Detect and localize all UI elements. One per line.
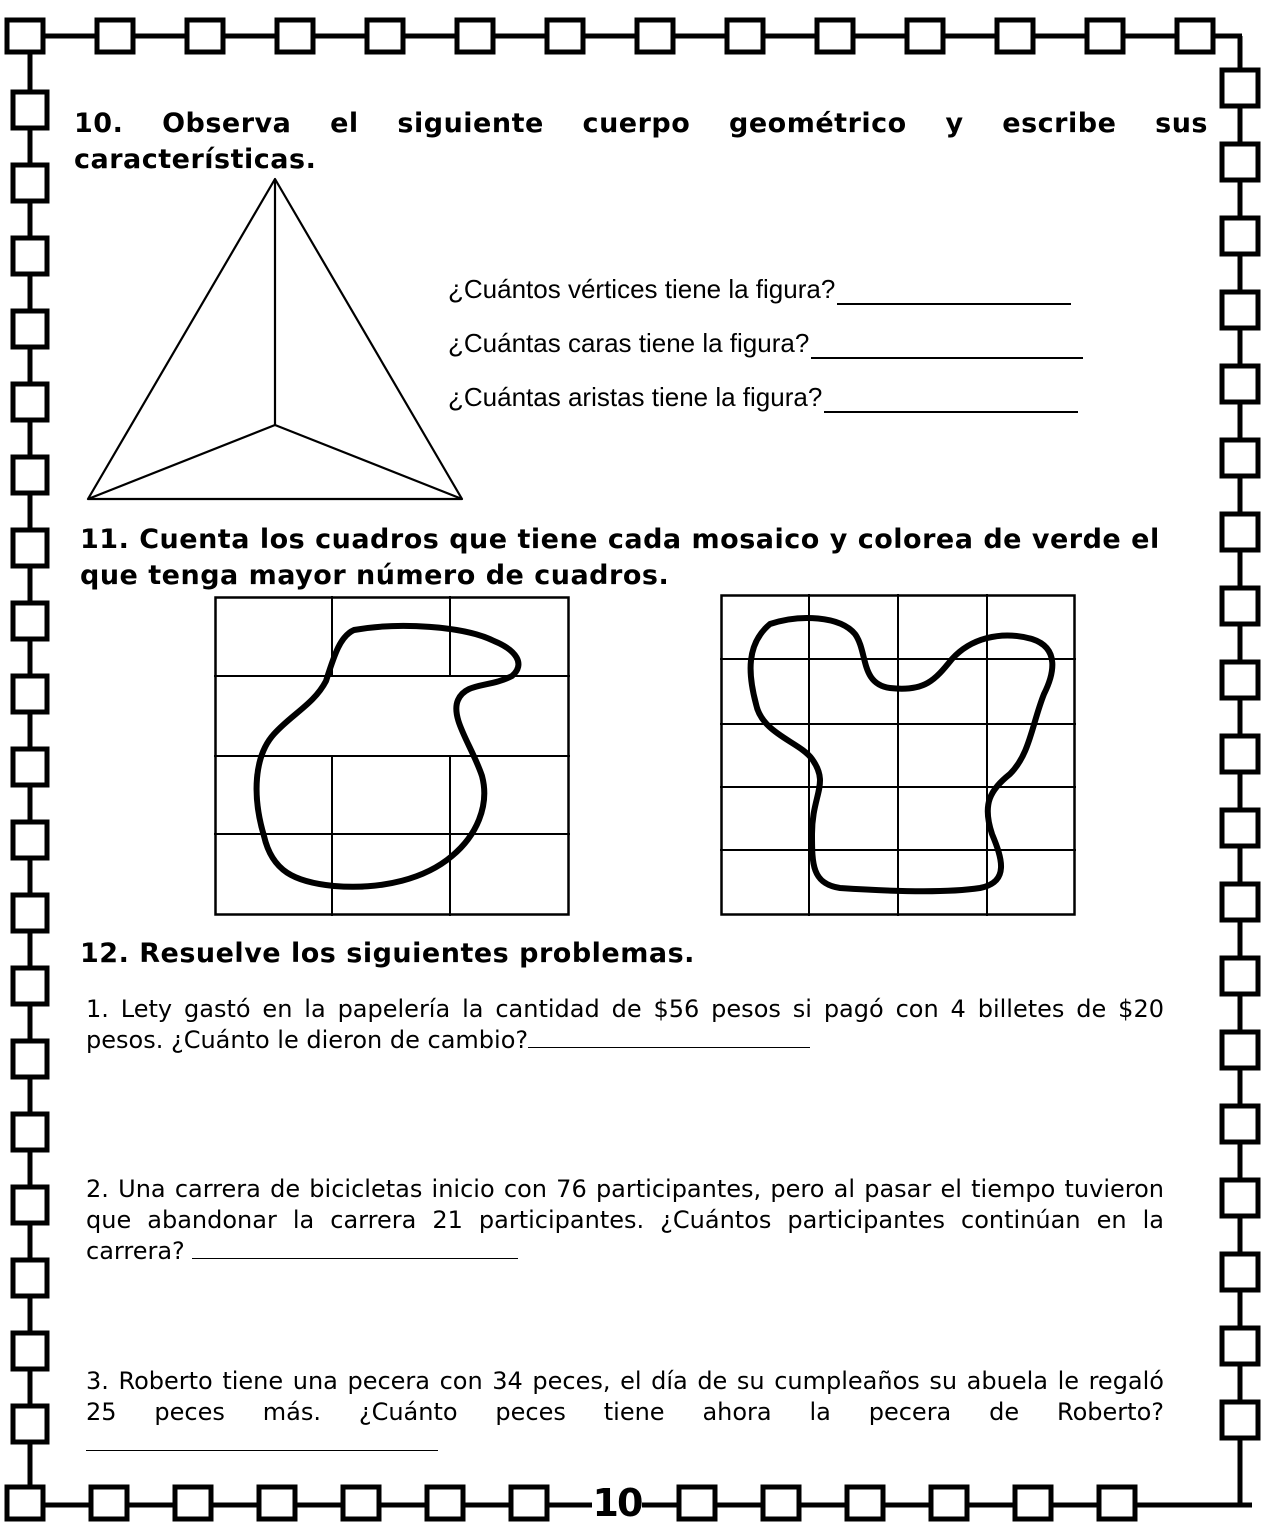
chain-link-box bbox=[1222, 1402, 1258, 1438]
answer-faces-blank[interactable] bbox=[811, 333, 1083, 359]
chain-link-box bbox=[1177, 20, 1213, 52]
chain-link-box bbox=[679, 1487, 715, 1519]
mosaic-left[interactable] bbox=[214, 596, 570, 916]
chain-link-box bbox=[1222, 1254, 1258, 1290]
chain-link-box bbox=[1222, 70, 1258, 106]
chain-link-box bbox=[367, 20, 403, 52]
chain-link-box bbox=[727, 20, 763, 52]
chain-link-box bbox=[1222, 218, 1258, 254]
chain-link-box bbox=[1222, 736, 1258, 772]
chain-link-box bbox=[457, 20, 493, 52]
chain-link-box bbox=[1222, 292, 1258, 328]
chain-link-box bbox=[1222, 588, 1258, 624]
question-10-title: 10. Observa el siguiente cuerpo geométrico y escribe sus características. bbox=[74, 108, 1208, 175]
question-12-title: 12. Resuelve los siguientes problemas. bbox=[80, 938, 695, 969]
chain-link-box bbox=[997, 20, 1033, 52]
question-vertices-label: ¿Cuántos vértices tiene la figura? bbox=[448, 274, 836, 304]
question-faces-label: ¿Cuántas caras tiene la figura? bbox=[448, 328, 810, 358]
chain-link-box bbox=[187, 20, 223, 52]
chain-link-box bbox=[1099, 1487, 1135, 1519]
answer-edges-blank[interactable] bbox=[824, 387, 1078, 413]
question-edges-label: ¿Cuántas aristas tiene la figura? bbox=[448, 382, 823, 412]
answer-vertices-blank[interactable] bbox=[837, 279, 1071, 305]
chain-link-box bbox=[817, 20, 853, 52]
problem-1-text: 1. Lety gastó en la papelería la cantidad de $56 pesos si pagó con 4 billetes de $20 pesos. ¿Cuánto le dieron de cambio? bbox=[86, 995, 1164, 1054]
chain-link-box bbox=[931, 1487, 967, 1519]
chain-link-box bbox=[1222, 1106, 1258, 1142]
chain-link-box bbox=[277, 20, 313, 52]
problem-2-answer-blank[interactable] bbox=[192, 1238, 518, 1259]
chain-link-box bbox=[91, 1487, 127, 1519]
problem-3-answer-blank[interactable] bbox=[86, 1430, 438, 1451]
chain-link-box bbox=[1222, 1180, 1258, 1216]
chain-link-box bbox=[13, 311, 47, 347]
chain-link-box bbox=[13, 1041, 47, 1077]
chain-link-box bbox=[13, 1114, 47, 1150]
chain-link-box bbox=[13, 822, 47, 858]
chain-link-box bbox=[13, 457, 47, 493]
chain-link-box bbox=[13, 603, 47, 639]
chain-link-box bbox=[13, 1187, 47, 1223]
question-11-title: 11. Cuenta los cuadros que tiene cada mosaico y colorea de verde el que tenga mayor número de cuadros. bbox=[80, 524, 1160, 591]
chain-link-box bbox=[7, 1487, 43, 1519]
chain-link-box bbox=[13, 384, 47, 420]
chain-link-box bbox=[13, 895, 47, 931]
chain-link-box bbox=[847, 1487, 883, 1519]
chain-link-box bbox=[13, 1333, 47, 1369]
chain-link-box bbox=[1222, 366, 1258, 402]
chain-link-box bbox=[13, 1406, 47, 1442]
chain-link-box bbox=[637, 20, 673, 52]
chain-link-box bbox=[1087, 20, 1123, 52]
page-number: 10 bbox=[592, 1481, 642, 1525]
chain-link-box bbox=[13, 676, 47, 712]
problem-1-answer-blank[interactable] bbox=[528, 1027, 810, 1048]
tetrahedron-figure bbox=[80, 175, 470, 510]
chain-link-box bbox=[13, 749, 47, 785]
chain-link-box bbox=[1222, 1032, 1258, 1068]
chain-link-box bbox=[13, 968, 47, 1004]
chain-link-box bbox=[1222, 514, 1258, 550]
mosaic-right[interactable] bbox=[720, 594, 1076, 916]
chain-link-box bbox=[97, 20, 133, 52]
chain-link-box bbox=[547, 20, 583, 52]
problem-3-text: 3. Roberto tiene una pecera con 34 peces, el día de su cumpleaños su abuela le regaló 25 peces más. ¿Cuánto peces tiene ahora la pecera de Roberto? bbox=[86, 1367, 1164, 1426]
chain-link-box bbox=[763, 1487, 799, 1519]
chain-link-box bbox=[1222, 958, 1258, 994]
chain-link-box bbox=[1222, 662, 1258, 698]
question-edges bbox=[448, 382, 1078, 413]
chain-link-box bbox=[1222, 144, 1258, 180]
problem-2-text: 2. Una carrera de bicicletas inicio con 76 participantes, pero al pasar el tiempo tuvieron que abandonar la carrera 21 participantes. ¿Cuántos participantes continúan en la carrera? bbox=[86, 1175, 1164, 1265]
problem-3 bbox=[86, 1366, 1164, 1459]
chain-link-box bbox=[1222, 884, 1258, 920]
chain-link-box bbox=[7, 20, 43, 52]
chain-link-box bbox=[13, 92, 47, 128]
chain-link-box bbox=[343, 1487, 379, 1519]
chain-link-box bbox=[13, 1260, 47, 1296]
chain-link-box bbox=[427, 1487, 463, 1519]
question-vertices bbox=[448, 274, 1071, 305]
problem-2 bbox=[86, 1174, 1164, 1267]
chain-link-box bbox=[1222, 810, 1258, 846]
question-faces bbox=[448, 328, 1083, 359]
chain-link-box bbox=[511, 1487, 547, 1519]
chain-link-box bbox=[13, 165, 47, 201]
chain-link-box bbox=[13, 530, 47, 566]
chain-link-box bbox=[1015, 1487, 1051, 1519]
chain-link-box bbox=[907, 20, 943, 52]
chain-link-box bbox=[13, 238, 47, 274]
chain-link-box bbox=[1222, 1328, 1258, 1364]
chain-link-box bbox=[259, 1487, 295, 1519]
problem-1 bbox=[86, 994, 1164, 1056]
chain-link-box bbox=[1222, 440, 1258, 476]
chain-link-box bbox=[175, 1487, 211, 1519]
